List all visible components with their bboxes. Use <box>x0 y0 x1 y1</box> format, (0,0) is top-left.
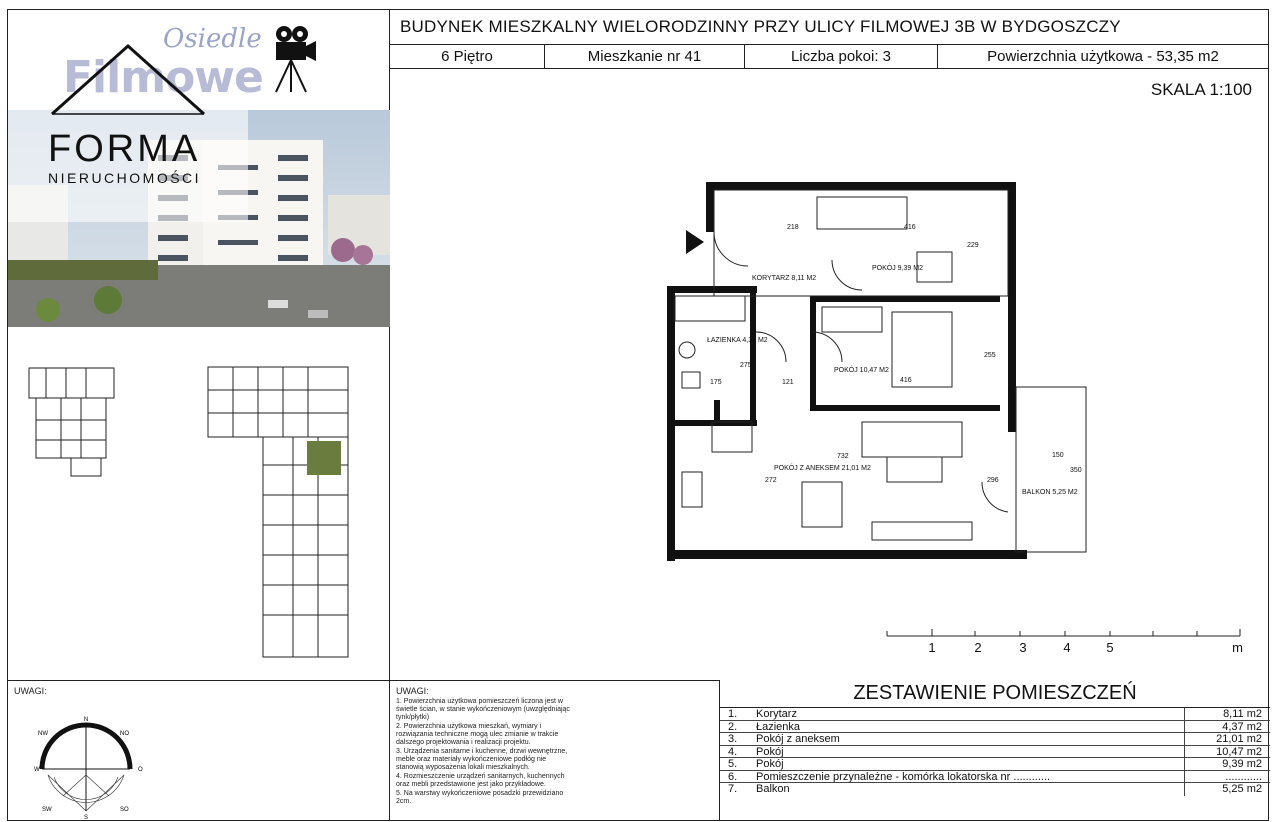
scale-tick-label: 3 <box>1019 640 1027 655</box>
compass-s: S <box>83 815 89 821</box>
row-number: 6. <box>728 770 738 783</box>
dim-label: 350 <box>1070 467 1082 474</box>
row-label: Pokój z aneksem <box>750 733 1185 745</box>
row-label: Korytarz <box>750 708 1185 720</box>
compass-so: SO <box>120 807 129 813</box>
table-row <box>720 733 1270 746</box>
label-pokoj-z-aneksem: POKÓJ Z ANEKSEM 21,01 M2 <box>774 465 871 472</box>
rooms-count-cell: Liczba pokoi: 3 <box>745 45 938 68</box>
row-number: 3. <box>728 733 738 745</box>
key-plan-building <box>203 365 363 660</box>
row-label: Balkon <box>750 783 1185 796</box>
notes-list <box>390 680 720 820</box>
row-label: Pokój <box>750 758 1185 770</box>
table-row <box>720 758 1270 771</box>
notes-block <box>8 680 390 820</box>
row-value: 10,47 m2 <box>1216 745 1262 758</box>
label-korytarz: KORYTARZ 8,11 M2 <box>752 275 817 282</box>
compass-nw: NW <box>38 731 48 737</box>
scale-tick-label: 5 <box>1106 640 1114 655</box>
dim-label: 732 <box>837 453 849 460</box>
label-lazienka: ŁAZIENKA 4,37 M2 <box>707 337 768 344</box>
apartment-cell: Mieszkanie nr 41 <box>545 45 745 68</box>
note-item: 1. Powierzchnia użytkowa pomieszczeń liczona jest w świetle ścian, w stanie wykończeniowym (uwzględniając tynk/płytki) <box>396 698 570 721</box>
label-balkon: BALKON 5,25 M2 <box>1022 489 1078 496</box>
key-plan-small <box>26 365 121 480</box>
note-item: 2. Powierzchnia użytkowa mieszkań, wymiary i rozwiązania techniczne mogą ulec zmianie w trakcie dalszego projektowania i realizacji projektu. <box>396 723 559 746</box>
roof-logo-icon <box>48 42 208 122</box>
table-row <box>720 771 1270 784</box>
dim-label: 296 <box>987 477 999 484</box>
dim-label: 275 <box>740 362 752 369</box>
compass-no: NO <box>120 731 129 737</box>
note-item: 5. Na warstwy wykończeniowe posadzki przewidziano 2cm. <box>396 790 564 805</box>
row-number: 2. <box>728 720 738 733</box>
area-cell: Powierzchnia użytkowa - 53,35 m2 <box>987 48 1219 65</box>
dim-label: 229 <box>967 242 979 249</box>
floor-cell: 6 Piętro <box>390 45 545 68</box>
table-row <box>720 721 1270 734</box>
compass-n: N <box>83 717 89 723</box>
logo-osiedle-text: Osiedle <box>163 24 262 54</box>
dim-label: 121 <box>782 379 794 386</box>
row-number: 7. <box>728 783 738 795</box>
scale-unit: m <box>1232 640 1243 655</box>
row-value: 21,01 m2 <box>1216 733 1262 745</box>
notes-title: UWAGI: <box>14 686 47 696</box>
scale-tick-label: 2 <box>974 640 982 655</box>
note-item: 4. Rozmieszczenie urządzeń sanitarnych, kuchennych oraz mebli przedstawione jest jako przykładowe. <box>396 773 565 788</box>
dim-label: 416 <box>904 224 916 231</box>
compass-o: O <box>138 767 143 773</box>
row-value: 4,37 m2 <box>1222 720 1262 733</box>
note-item: 3. Urządzenia sanitarne i kuchenne, drzwi wewnętrzne, meble oraz materiały wykończeniowe podłóg nie stanowią wyposażenia lokali mieszkalnych. <box>396 748 568 771</box>
row-value: 5,25 m2 <box>1222 783 1262 795</box>
scale-tick-label: 4 <box>1063 640 1071 655</box>
header-info-row <box>390 45 1268 69</box>
table-row <box>720 746 1270 759</box>
row-number: 1. <box>728 708 738 720</box>
page-title: BUDYNEK MIESZKALNY WIELORODZINNY PRZY ULICY FILMOWEJ 3B W BYDGOSZCZY <box>390 10 1268 45</box>
dim-label: 272 <box>765 477 777 484</box>
floor-plan <box>662 172 1102 567</box>
logo-filmowe-text: Filmowe <box>63 52 263 103</box>
row-value: ............ <box>1225 770 1262 783</box>
compass-sw: SW <box>42 807 52 813</box>
scale-bar <box>885 622 1245 662</box>
row-value: 9,39 m2 <box>1222 758 1262 770</box>
scale-tick-label: 1 <box>928 640 936 655</box>
rooms-table-title: ZESTAWIENIE POMIESZCZEŃ <box>720 680 1270 708</box>
dim-label: 218 <box>787 224 799 231</box>
scale-label: SKALA 1:100 <box>1150 80 1252 99</box>
compass-w: W <box>34 767 40 773</box>
row-label: Łazienka <box>750 721 1185 733</box>
dim-label: 150 <box>1052 452 1064 459</box>
camera-icon <box>270 24 316 94</box>
highlighted-unit <box>307 441 341 475</box>
row-number: 5. <box>728 758 738 770</box>
row-label: Pokój <box>750 746 1185 758</box>
row-label: Pomieszczenie przynależne - komórka lokatorska nr ............ <box>750 771 1185 783</box>
table-row <box>720 783 1270 796</box>
dim-label: 255 <box>984 352 996 359</box>
header-block <box>390 10 1268 70</box>
dim-label: 175 <box>710 379 722 386</box>
label-pokoj-2: POKÓJ 10,47 M2 <box>834 367 889 374</box>
label-pokoj-1: POKÓJ 9,39 M2 <box>872 265 923 272</box>
rooms-table <box>720 680 1270 820</box>
left-panel <box>8 10 390 820</box>
dim-label: 416 <box>900 377 912 384</box>
row-number: 4. <box>728 745 738 758</box>
table-row <box>720 708 1270 721</box>
row-value: 8,11 m2 <box>1223 708 1262 720</box>
nieruchomosci-brand: NIERUCHOMOŚCI <box>48 170 202 186</box>
notes-heading: UWAGI: <box>396 686 429 696</box>
forma-brand: FORMA <box>48 128 201 170</box>
compass-rose <box>8 711 158 821</box>
